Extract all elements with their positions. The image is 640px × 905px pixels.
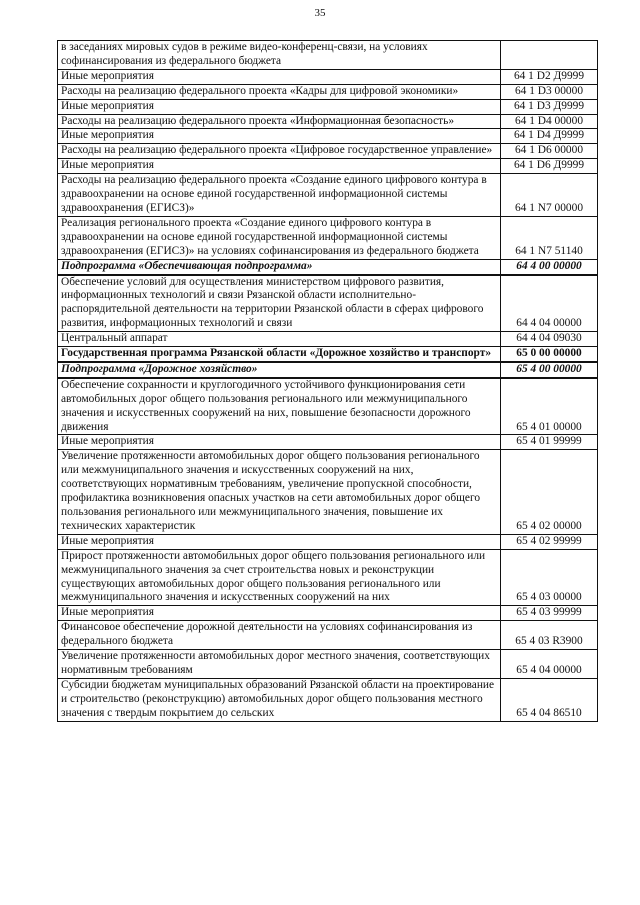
row-code-cell: 64 4 04 09030 [501,332,598,347]
table-row [58,362,598,378]
table-row [58,144,598,159]
row-code-cell [501,41,598,70]
table-row [58,129,598,144]
row-name-cell: Расходы на реализацию федерального проекта «Кадры для цифровой экономики» [58,84,501,99]
table-row [58,450,598,534]
row-code-cell: 65 4 02 00000 [501,450,598,534]
row-code-cell: 64 1 D4 00000 [501,114,598,129]
table-row [58,650,598,679]
table-row [58,606,598,621]
table-row [58,174,598,217]
table-row [58,159,598,174]
row-name-cell: Финансовое обеспечение дорожной деятельности на условиях софинансирования из федерального бюджета [58,621,501,650]
table-body [58,41,598,722]
row-name-cell: в заседаниях мировых судов в режиме видео-конференц-связи, на условиях софинансирования из федерального бюджета [58,41,501,70]
row-code-cell: 64 1 D4 Д9999 [501,129,598,144]
row-code-cell: 64 1 D6 Д9999 [501,159,598,174]
row-code-cell: 65 4 04 86510 [501,678,598,721]
table-row [58,621,598,650]
row-name-cell: Расходы на реализацию федерального проекта «Цифровое государственное управление» [58,144,501,159]
row-name-cell: Иные мероприятия [58,159,501,174]
table-row [58,84,598,99]
row-code-cell: 64 1 D3 Д9999 [501,99,598,114]
row-name-cell: Подпрограмма «Дорожное хозяйство» [58,362,501,378]
row-code-cell: 65 0 00 00000 [501,347,598,362]
row-name-cell: Субсидии бюджетам муниципальных образований Рязанской области на проектирование и строительство (реконструкцию) автомобильных дорог общего пользования местного значения с твердым покрытием до сельских [58,678,501,721]
row-code-cell: 65 4 04 00000 [501,650,598,679]
table-row [58,678,598,721]
row-code-cell: 65 4 02 99999 [501,534,598,549]
row-code-cell: 65 4 03 R3900 [501,621,598,650]
table-row [58,549,598,606]
row-name-cell: Прирост протяженности автомобильных дорог общего пользования регионального или межмуниципального значения за счет строительства новых и реконструкции существующих автомобильных дорог общего пользования регионального или межмуниципального значения и искусственных сооружений на них [58,549,501,606]
table-row [58,435,598,450]
row-code-cell: 65 4 03 99999 [501,606,598,621]
row-name-cell: Обеспечение сохранности и круглогодичного устойчивого функционирования сети автомобильных дорог общего пользования регионального или межмуниципального значения и искусственных сооружений на них, повышение безопасности дорожного движения [58,378,501,435]
table-row [58,534,598,549]
table-row [58,69,598,84]
table-row [58,41,598,70]
row-name-cell: Подпрограмма «Обеспечивающая подпрограмма» [58,259,501,274]
row-code-cell: 64 1 D2 Д9999 [501,69,598,84]
row-name-cell: Иные мероприятия [58,534,501,549]
row-name-cell: Иные мероприятия [58,99,501,114]
row-name-cell: Реализация регионального проекта «Создание единого цифрового контура в здравоохранении на основе единой государственной информационной системы здравоохранения (ЕГИСЗ)» на условиях софинансирования из федерального бюджета [58,216,501,259]
row-code-cell: 64 1 D3 00000 [501,84,598,99]
row-name-cell: Иные мероприятия [58,129,501,144]
row-name-cell: Иные мероприятия [58,69,501,84]
row-code-cell: 65 4 00 00000 [501,362,598,378]
row-code-cell: 64 4 04 00000 [501,275,598,332]
table-row [58,275,598,332]
row-name-cell: Центральный аппарат [58,332,501,347]
table-row [58,99,598,114]
row-name-cell: Иные мероприятия [58,435,501,450]
row-code-cell: 64 1 N7 00000 [501,174,598,217]
table-row [58,259,598,274]
row-name-cell: Иные мероприятия [58,606,501,621]
page-number: 35 [314,7,326,19]
row-code-cell: 64 4 00 00000 [501,259,598,274]
budget-classification-table [57,40,598,722]
row-code-cell: 65 4 01 99999 [501,435,598,450]
row-name-cell: Увеличение протяженности автомобильных дорог общего пользования регионального или межмуниципального значения и искусственных сооружений на них, соответствующих нормативным требованиям, увеличение пропускной способности, профилактика возникновения опасных участков на сети автомобильных дорог общего пользования регионального или межмуниципального значения, повышение их технических характеристик [58,450,501,534]
row-code-cell: 65 4 03 00000 [501,549,598,606]
row-name-cell: Расходы на реализацию федерального проекта «Создание единого цифрового контура в здравоохранении на основе единой государственной информационной системы здравоохранения (ЕГИСЗ)» [58,174,501,217]
row-name-cell: Государственная программа Рязанской области «Дорожное хозяйство и транспорт» [58,347,501,362]
row-name-cell: Увеличение протяженности автомобильных дорог местного значения, соответствующих нормативным требованиям [58,650,501,679]
row-name-cell: Расходы на реализацию федерального проекта «Информационная безопасность» [58,114,501,129]
table-row [58,114,598,129]
row-code-cell: 64 1 N7 51140 [501,216,598,259]
row-code-cell: 64 1 D6 00000 [501,144,598,159]
row-code-cell: 65 4 01 00000 [501,378,598,435]
row-name-cell: Обеспечение условий для осуществления министерством цифрового развития, информационных технологий и связи Рязанской области исполнительно-распорядительной деятельности на территории Рязанской области в сферах цифрового развития, информационных технологий и связи [58,275,501,332]
table-row [58,347,598,362]
table-row [58,332,598,347]
table-row [58,216,598,259]
table-row [58,378,598,435]
